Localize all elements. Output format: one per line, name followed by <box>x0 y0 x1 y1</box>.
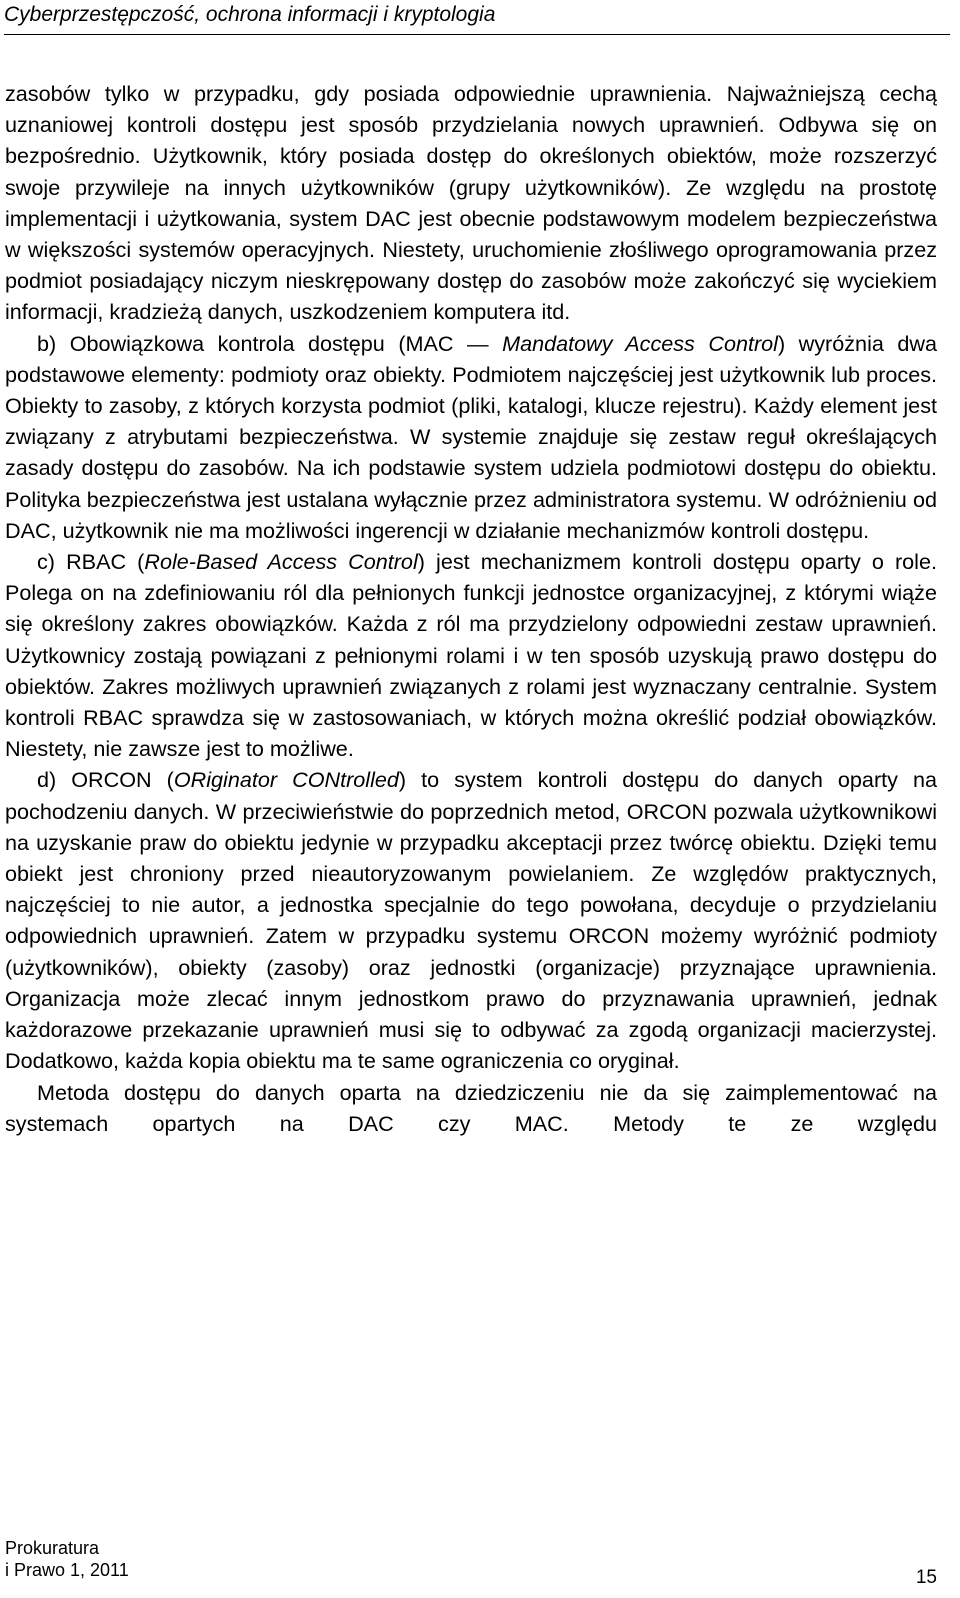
running-header-title: Cyberprzestępczość, ochrona informacji i kryptologia <box>4 3 496 26</box>
article-body <box>5 78 937 1139</box>
page-number: 15 <box>915 1567 937 1588</box>
paragraph-dac-continued: zasobów tylko w przypadku, gdy posiada odpowiednie uprawnienia. Najważniejszą cechą uznaniowej kontroli dostępu jest sposób przydzielania nowych uprawnień. Odbywa się on bezpośrednio. Użytkownik, który posiada dostęp do określonych obiektów, może rozszerzyć swoje przywileje na innych użytkowników (grupy użytkowników). Ze względu na prostotę implementacji i użytkowania, system DAC jest obecnie podstawowym modelem bezpieczeństwa w większości systemów operacyjnych. Niestety, uruchomienie złośliwego oprogramowania przez podmiot posiadający niczym nieskrępowany dostęp do zasobów może zakończyć się wyciekiem informacji, kradzieżą danych, uszkodzeniem komputera itd. <box>5 81 937 325</box>
paragraph-mac-lead: b) Obowiązkowa kontrola dostępu (MAC — <box>37 330 503 356</box>
paragraph-rbac-lead: c) RBAC ( <box>37 549 145 575</box>
paragraph-orcon <box>5 764 937 1076</box>
paragraph-rbac <box>5 546 937 764</box>
paragraph-orcon-lead: d) ORCON ( <box>37 767 174 793</box>
footer-journal <box>5 1537 937 1581</box>
page-footer <box>5 1537 937 1597</box>
term-role-based-access-control: Role-Based Access Control <box>144 549 418 575</box>
running-header <box>4 2 950 35</box>
paragraph-mac-text: ) wyróżnia dwa podstawowe elementy: podmioty oraz obiekty. Podmiotem najczęściej jest użytkownik lub proces. Obiekty to zasoby, z których korzysta podmiot (pliki, katalogi, klucze rejestru). Każdy element jest związany z atrybutami bezpieczeństwa. W systemie znajduje się zestaw reguł określających zasady dostępu do zasobów. Na ich podstawie system udziela podmiotowi dostępu do obiektu. Polityka bezpieczeństwa jest ustalana wyłącznie przez administratora systemu. W odróżnieniu od DAC, użytkownik nie ma możliwości ingerencji w działanie mechanizmów kontroli dostępu. <box>5 330 937 543</box>
term-originator-controlled: ORiginator CONtrolled <box>173 767 399 793</box>
paragraph-inheritance: Metoda dostępu do danych oparta na dziedziczeniu nie da się zaimplementować na systemach opartych na DAC czy MAC. Metody te ze względu <box>5 1079 937 1136</box>
footer-journal-name: Prokuratura <box>5 1538 100 1558</box>
paragraph-orcon-text: ) to system kontroli dostępu do danych oparty na pochodzeniu danych. W przeciwieństwie do poprzednich metod, ORCON pozwala użytkownikowi na uzyskanie praw do obiektu jedynie w przypadku akceptacji przez twórcę obiektu. Dzięki temu obiekt jest chroniony przed nieautoryzowanym powielaniem. Ze względów praktycznych, najczęściej to nie autor, a jednostka specjalnie do tego powołana, decyduje o przydzielaniu odpowiednich uprawnień. Zatem w przypadku systemu ORCON możemy wyróżnić podmioty (użytkowników), obiekty (zasoby) oraz jednostki (organizacje) przyznające uprawnienia. Organizacja może zlecać innym jednostkom prawo do przyznawania uprawnień, jednak każdorazowe przekazanie uprawnień musi się to odbywać za zgodą organizacji macierzystej. Dodatkowo, każda kopia obiektu ma te same ograniczenia co oryginał. <box>5 767 937 1074</box>
paragraph-rbac-text: ) jest mechanizmem kontroli dostępu oparty o role. Polega on na zdefiniowaniu ról dla pełnionych funkcji jednostce organizacyjnej, z którymi wiąże się określony zakres obowiązków. Każda z ról ma przydzielony odpowiedni zestaw uprawnień. Użytkownicy zostają powiązani z pełnionymi rolami i w ten sposób uzyskują prawo dostępu do obiektów. Zakres możliwych uprawnień związanych z rolami jest wyznaczany centralnie. System kontroli RBAC sprawdza się w zastosowaniach, w których można określić podział obowiązków. Niestety, nie zawsze jest to możliwe. <box>5 549 937 762</box>
term-mandatory-access-control: Mandatowy Access Control <box>502 330 778 356</box>
footer-journal-issue: i Prawo 1, 2011 <box>5 1560 129 1580</box>
paragraph-mac <box>5 328 937 546</box>
